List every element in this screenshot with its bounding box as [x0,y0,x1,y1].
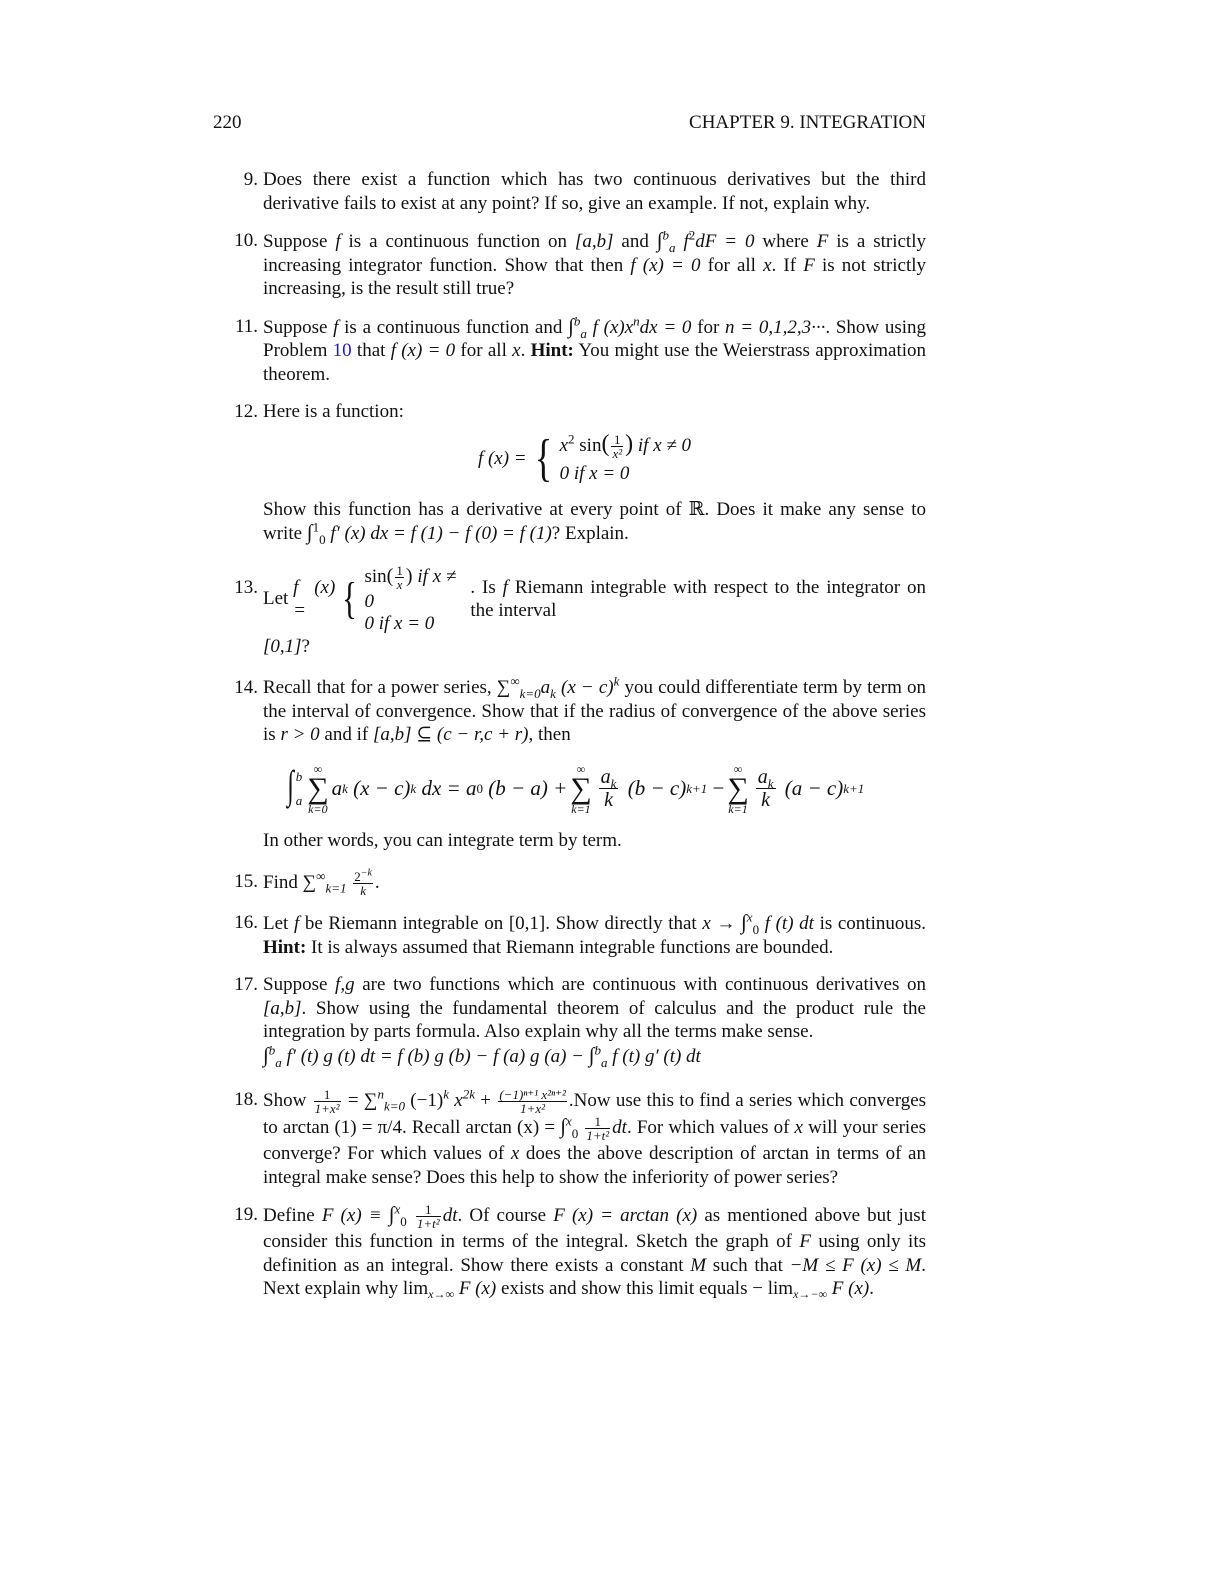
math-expr: dx = a [416,775,477,800]
problem-number: 12. [234,401,258,422]
fraction-denominator: 1+x² [314,1101,340,1117]
text: Suppose [263,316,334,338]
text: using only its definition as an integral. Show there exists a constant [263,1231,926,1276]
upper-limit: x [394,1201,401,1217]
lower-limit: k=0 [519,685,541,701]
fraction-denominator: k [761,789,771,812]
page-number: 220 [213,112,242,133]
math-var: f [333,316,339,338]
text: Suppose [263,974,336,996]
lim-subscript: x→−∞ [793,1287,828,1302]
problem-9 [226,168,926,215]
fraction-numerator: a [600,766,611,789]
sum-sign: ∑ [727,771,749,805]
problem-number: 11. [234,315,258,337]
lower-limit: a [580,325,587,341]
math-expr: n = 0,1,2,3··· [725,316,826,338]
piecewise-line [263,564,926,635]
upper-limit: ∞ [316,868,326,884]
text: Suppose [263,231,336,252]
problem-10-link[interactable]: 10 [332,340,352,361]
math-var: f [293,913,300,935]
text: for [691,316,726,338]
text: will your series converge? For which values of [263,1117,927,1165]
text: . Show using Problem [263,316,927,361]
math-interval: [0,1] [263,635,302,657]
text: . Show using the fundamental theorem of calculus and the product rule the integration by parts formula. Also explain why all the terms make sense. [263,997,926,1043]
math-var: F [799,1231,811,1253]
text: . Of course [457,1205,554,1227]
math-var: x [512,340,521,361]
text: you could differentiate term by term on the interval of convergence. Show that if the radius of convergence of the above series is [263,677,926,746]
text: Show this function has a derivative at every point of [263,498,689,520]
page-header [213,112,926,138]
math-expr: (x − c) [555,677,614,699]
fraction-numerator: 1 [416,1203,441,1217]
text: is continuous. [813,913,926,935]
text: such that [706,1254,790,1276]
lower-limit: 0 [752,921,760,937]
fraction-numerator: 1 [396,562,403,578]
exponent: k [410,780,417,796]
text: . For which values of [626,1117,795,1139]
text: and [613,231,657,252]
subscript: k [767,776,774,792]
sum-sign: ∑ [496,677,511,699]
text: exists and show this limit equals [496,1278,753,1300]
problem-12 [226,400,926,546]
fraction-numerator: 2 [354,869,361,885]
text: , then [528,724,571,746]
exponent: n [633,313,640,329]
text: . Show directly that [545,913,703,935]
math-expr: arctan (1) = π/4 [282,1117,402,1139]
text: . [374,872,380,893]
hint-label: Hint: [263,936,307,958]
text: . Is [470,576,503,598]
left-brace: { [534,429,552,487]
integrand: f (x)x [592,316,634,338]
lim: − lim [752,1278,794,1300]
text: .Now use this to find a series which converges to [263,1090,927,1139]
integral-sign: ∫ [588,1042,595,1067]
text: It is always assumed that Riemann integrable functions are bounded. [306,936,834,958]
text: is a continuous function on [340,231,575,252]
lim-subscript: x→∞ [428,1287,455,1302]
summation [727,763,748,815]
integral [285,762,303,812]
case-2: 0 if x = 0 [364,612,435,634]
text: is a strictly increasing integrator function. Show that then [263,231,926,276]
math-expr: (b − c) [622,775,687,800]
integral-sign: ∫ [741,910,747,935]
math-expr: dt [442,1205,458,1227]
problem-number: 13. [234,576,258,598]
text: . Recall [401,1117,466,1139]
math-var: x [763,254,772,276]
problem-17 [226,973,926,1068]
sin: sin [364,565,387,587]
math-var: a [540,677,551,699]
integral-sign: ∫ [286,762,294,808]
math-var: x [448,1090,463,1111]
display-equation: ∫ b a ∞ ∑ k=0 a k (x − c) k dx = a 0 (b − a) + ∞ ∑ k=1 $a_k$ k (b − c) k+1 − ∞ ∑ k=1 $a_k$ k (a − c) k+1 [223,763,926,815]
problem-14 [226,673,926,852]
integral-sign: ∫ [568,313,574,338]
problem-18 [226,1088,926,1189]
text: . Does it make any sense to write [263,498,926,545]
reals-symbol: ℝ [688,498,705,520]
exponent: k+1 [686,780,708,796]
fraction-numerator: (−1)ⁿ⁺¹ x²ⁿ⁺² [499,1087,566,1103]
text: for all [455,340,513,361]
math-var: a [331,775,343,800]
problem-11 [226,315,926,387]
case-1: sin( $\frac{1}{x}$ ) if x ≠ 0 [364,562,457,612]
text: is not strictly increasing, is the result still true? [263,254,927,299]
math-expr: dt [612,1117,627,1139]
function-lhs: f (x) = [477,447,527,469]
text: Let [263,588,289,610]
math-var: x [559,434,569,456]
subscript: k [610,776,617,792]
condition: if x ≠ 0 [637,434,692,456]
upper-limit: x [746,909,753,925]
text: . If [771,254,804,276]
hint-label: Hint: [530,340,574,361]
math-expr: f (t) g′ (t) dt [612,1045,701,1067]
condition: if x ≠ 0 [364,565,457,612]
fraction [314,1088,341,1115]
text: and if [319,724,373,746]
math-var: x [794,1117,803,1139]
integral-sign: ∫ [560,1114,566,1139]
text: be Riemann integrable on [299,913,509,935]
math-var: F [803,254,815,276]
math-var: x [510,1143,520,1165]
exponent: 2 [688,227,696,243]
fraction-numerator: a [757,766,768,789]
text: ? [301,635,310,657]
problem-13 [226,564,926,659]
lower-limit: k=0 [308,801,328,816]
math-var: f [335,231,341,252]
problem-number: 14. [234,677,258,699]
math-vars: f,g [335,974,355,996]
upper-limit: b [295,769,303,785]
upper-limit: b [594,1042,601,1058]
exponent: −k [360,867,372,879]
math-expr: f (x) = 0 [390,340,456,361]
upper-limit: n [377,1086,384,1102]
upper-limit: ∞ [733,761,743,776]
integrand: f (t) dt [764,913,814,935]
text: Find [263,872,303,893]
math-expr: (b − a) + [482,775,568,800]
summation [307,763,328,815]
minus: − [707,775,725,800]
math-expr: f′ (x) dx = f (1) − f (0) = f (1) [330,523,552,545]
sum-sign: ∑ [307,771,329,805]
math-expr: arctan (x) = [465,1117,561,1139]
math-expr: f′ (t) g (t) dt = f (b) g (b) − f (a) g (a) − [286,1045,589,1067]
integral-sign: ∫ [388,1202,395,1227]
problem-number: 19. [234,1204,258,1226]
integral-sign: ∫ [306,520,313,545]
text: are two functions which are continuous with continuous derivatives on [354,974,926,996]
lower-limit: k=1 [325,880,347,896]
upper-limit: ∞ [510,673,520,689]
math-var: F [816,231,829,252]
math-interval: [0,1] [508,913,546,935]
exponent: 2 [568,431,575,447]
text: Recall that for a power series, [263,677,497,699]
upper-limit: b [268,1042,276,1058]
math-expr: F (x) ≡ [321,1205,389,1227]
problem-10 [226,229,926,301]
fraction-numerator: 1 [314,1088,341,1102]
fraction-denominator: x² [612,445,623,461]
math-expr: −M ≤ F (x) ≤ M [789,1254,922,1276]
upper-limit: b [662,227,670,243]
lower-limit: a [669,239,676,255]
exponent: k [613,673,620,689]
text: as mentioned above but just consider this function in terms of the integral. Sketch the graph of [263,1205,926,1253]
text: In other words, you can integrate term by term. [263,829,622,851]
fraction-numerator: 1 [611,433,623,447]
math-expr: (−1) [405,1090,444,1111]
lower-limit: k=1 [728,801,748,816]
text: You might use the Weierstrass approximation theorem. [263,340,927,385]
sin: sin [574,434,602,456]
text: does the above description of arctan in terms of an integral make sense? Does this help to show the inferiority of power series? [263,1143,926,1188]
subscript: k [550,685,556,701]
problem-list [226,168,926,1321]
integrand: f [683,231,689,252]
lower-limit: 0 [400,1214,407,1230]
upper-limit: ∞ [313,761,323,776]
text: ? Explain. [551,523,629,545]
upper-limit: x [565,1113,572,1129]
upper-limit: b [573,313,581,329]
problem-number: 17. [234,974,258,996]
lower-limit: a [601,1054,608,1070]
upper-limit: 1 [312,519,320,535]
fraction [353,867,373,899]
sum-sign: ∑ [570,771,592,805]
exponent: k [443,1086,449,1102]
fraction [599,766,619,811]
math-expr: r > 0 [280,724,320,746]
integration-by-parts-formula [263,1044,926,1069]
interval-line [263,636,310,657]
text: . [520,340,531,361]
problem-15 [226,867,926,899]
text: Here is a function: [263,401,404,422]
problem-16 [226,911,926,959]
fraction-denominator: x [396,576,403,592]
lower-limit: k=0 [383,1098,405,1114]
lower-limit: 0 [571,1125,579,1141]
plus: + [475,1090,497,1111]
subscript: k [342,780,348,796]
lower-limit: a [275,1054,282,1070]
fraction [416,1203,441,1230]
sum-sign: ∑ [302,872,317,893]
text: where [754,231,817,252]
problem-number: 10. [234,230,258,251]
problem-text: Does there exist a function which has two continuous derivatives but the third derivative fails to exist at any point? If so, give an example. If not, explain why. [263,169,926,214]
text: Let [263,913,294,935]
problem-number: 9. [243,169,258,190]
text: that [351,340,391,361]
problem-number: 16. [234,912,258,934]
math-expr: F (x) [827,1278,870,1300]
problem-19 [226,1203,926,1307]
exponent: k+1 [843,780,865,796]
fraction-numerator: 1 [585,1115,610,1129]
fraction-denominator: 1+x² [520,1101,546,1117]
summation [570,763,591,815]
integral-sign: ∫ [263,1042,269,1067]
fraction-denominator: 1+t² [586,1128,610,1144]
math-expr: (a − c) [779,775,844,800]
math-expr: x → [702,913,742,935]
left-brace: { [342,574,358,624]
text: . [869,1278,874,1300]
text: for all [700,254,764,276]
math-interval: [a,b] [263,997,302,1019]
math-interval: [a,b] [574,231,614,252]
integral-sign: ∫ [656,228,663,252]
fraction [756,766,776,811]
fraction-denominator: k [604,789,613,812]
sum-sign: ∑ [363,1090,378,1111]
fraction-denominator: 1+t² [416,1216,440,1232]
lim: lim [402,1278,429,1300]
piecewise-function [243,430,926,488]
math-var: M [690,1254,707,1276]
math-expr: dx = 0 [639,316,692,338]
chapter-title: CHAPTER 9. INTEGRATION [689,112,926,133]
upper-limit: ∞ [576,761,586,776]
case-1: $x^2$ sin( $\frac{1}{\text{x²}}$ ) if x ≠ 0 [559,430,692,461]
exponent: 2k [462,1086,475,1102]
math-var: f [502,576,508,598]
math-expr: (x − c) [347,775,411,800]
problem-number: 18. [234,1089,258,1111]
text: is a continuous function and [338,316,569,338]
lower-limit: k=1 [571,801,591,816]
problem-number: 15. [234,871,258,893]
function-lhs: f (x) = [293,576,336,622]
math-expr: f (x) = 0 [630,254,701,276]
text: Riemann integrable with respect to the integrator on the interval [470,576,926,622]
case-2: 0 if x = 0 [559,462,630,484]
math-expr: [a,b] ⊆ (c − r,c + r) [372,724,529,746]
text: . Next explain why [263,1254,926,1300]
math-expr: F (x) [454,1278,497,1300]
fraction [585,1115,610,1142]
math-expr: F (x) = arctan (x) [553,1205,698,1227]
lower-limit: a [295,792,303,808]
lower-limit: 0 [319,531,326,547]
text: Show [263,1090,312,1111]
fraction [498,1088,567,1115]
fraction-denominator: k [360,883,366,899]
equals: = [342,1090,364,1111]
math-expr: dF = 0 [695,231,755,252]
text: Define [263,1205,322,1227]
